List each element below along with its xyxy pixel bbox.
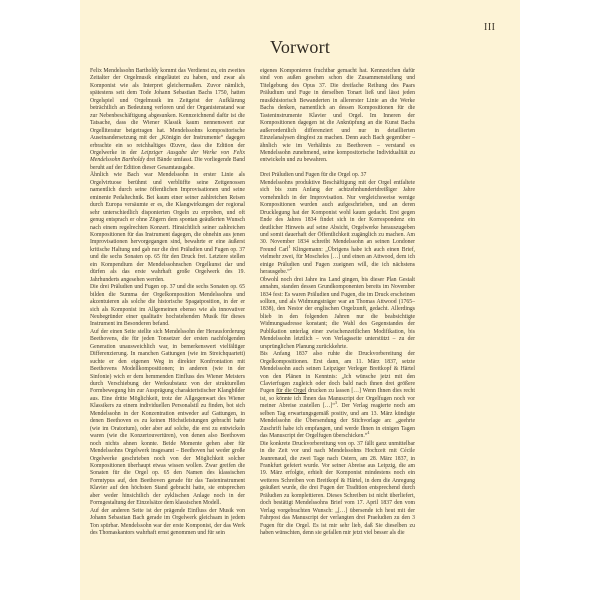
- page-number: III: [484, 22, 496, 33]
- footnote-ref: 3: [334, 400, 337, 406]
- body-paragraph: [90, 329, 245, 508]
- text-run: Die konkrete Druckvorbereitung von op. 37 fällt ganz unmittelbar in die Zeit vor und nach Mendelssohns Hochzeit mit Cécile Jeanrenaud, die zwei Tage nach Ostern, am 28. März 1837, in Frankfurt gefeiert wurde. Vor seiner Abreise aus Leipzig, die am 19. März erfolgte, erhielt der Komponist mindestens noch ein weiteres Schreiben von Breitkopf & Härtel, in dem die Anregung geäußert wurde, die drei Fugen der Tradition entsprechend durch Präludien zu komplettieren. Dieses Schreiben ist nicht überliefert, doch bestätigt Mendelssohns Brief vom 17. April 1837 den vom Verlag vorgebrachten Wunsch: „[…] übersende ich heut mit der Fahrpost das Manuscript der verlangten drei Praeludien zu den 3 Fugen für die Orgel. Es ist mir sehr lieb, daß Sie dieselben zu haben wünschten, denn sie gefallen mir jetzt viel besser als die: [260, 440, 415, 537]
- footnote-ref: 4: [367, 430, 370, 436]
- text-run: eigenes Komponieren fruchtbar gemacht hat. Kennzeichen dafür sind von außen gesehen schon die Zusammenstellung und Titelgebung des Opus 37. Die dreifache Reihung des Paars Präludium und Fuge in derselben Tonart ließ und lässt jeden musikhistorisch Bewanderten in allererster Linie an die Werke Bachs denken, namentlich an dessen Kompositionen für die Tasteninstrumente Klavier und Orgel. Im Inneren der Kompositionen dagegen ist die Anknüpfung an die Kunst Bachs außerordentlich differenziert und nur in detaillierten Einzelanalysen dingfest zu machen. Denn auch Bach gegenüber – ähnlich wie im Verhältnis zu Beethoven – verstand es Mendelssohn zunehmend, seine kompositorische Individualität zu entwickeln und zu bewahren.: [260, 68, 415, 164]
- text-run: drucken zu lassen […] Wenn Ihnen dies recht ist, so könnte ich Ihnen das Manuscript der Orgelfugen noch vor meiner Abreise zustellen […]“: [260, 388, 416, 410]
- text-run: Klingemann: „Übrigens habe ich auch einen Brief, vielmehr zwei, für Moscheles […] und einen an Attwood, dem ich einige Präludien und Fugen zueignen will, die ich nächstens herausgebe.“: [260, 246, 415, 276]
- body-paragraph: [260, 68, 415, 165]
- text-run: Die drei Präludien und Fugen op. 37 und die sechs Sonaten op. 65 bilden die Summa der Orgelkomposition Mendelssohns und akzentuieren als solche die historische Spagatposition, in der er sich als Komponist im Allgemeinen ebenso wie als innovativer Neubegründer einer qualitativ hochstehenden Musik für dieses Instrument im Besonderen befand.: [90, 284, 245, 328]
- body-paragraph: [260, 277, 415, 352]
- left-column: [90, 68, 245, 538]
- page-title: Vorwort: [269, 37, 331, 57]
- text-run: drei Bände umfasst. Die vorliegende Band beruht auf der Edition dieser Gesamtausgabe.: [90, 157, 245, 171]
- body-paragraph: [90, 172, 245, 284]
- text-run: Auf der anderen Seite ist der prägende Einfluss der Musik von Johann Sebastian Bach gerade im Orgelwerk gleichsam in jedem Ton spürbar. Mendelssohn war der erste Komponist, der das Werk des Thomaskantors wahrhaft ernst genommen und für sein: [90, 507, 245, 537]
- footnote-ref: 1: [288, 243, 291, 249]
- text-run: Mendelssohns produktive Beschäftigung mit der Orgel entfaltete sich bis zum Anfang der achtzehnhundertdreißiger Jahre vornehmlich in der Improvisation. Nur vergleichsweise wenige Kompositionen wurden auch aufgeschrieben, und an deren Drucklegung hat der Komponist wohl kaum gedacht. Erst gegen Ende des Jahres 1834 findet sich in der Korrespondenz ein deutlicher Hinweis auf seine Absicht, Orgelwerke herauszugeben und somit dauerhaft der Öffentlichkeit zugänglich zu machen. Am 30. November 1834 schreibt Mendelssohn an seinen Londoner Freund Carl: [260, 179, 415, 253]
- document-page: [80, 0, 520, 600]
- text-run: Obwohl noch drei Jahre ins Land gingen, bis dieser Plan Gestalt annahm, standen dessen Grundkomponenten bereits im November 1834 fest: Es waren Präludien und Fugen, die im Druck erscheinen sollten, und als Widmungsträger war an Thomas Attwood (1765–1838), den Nestor der englischen Orgelzunft, gedacht. Allerdings blieb in den folgenden Jahren nur die beabsichtigte Widmungsadresse konstant; die Wahl des Gegenstandes der Publikation unterlag einer zwischenzeitlichen Modifikation, bis Mendelssohn letztlich – von Verlagsseite unterstützt – zu der ursprünglichen Planung zurückkehrte.: [260, 276, 415, 350]
- text-run: . Der Verlag reagierte noch am selben Tag erwartungsgemäß positiv, und am 13. März kündigte Mendelssohn die Übersendung der Stichvorlage an: „geehrte Zuschrift habe ich empfangen, und werde Ihnen in einigen Tagen das Manuscript der Orgelfugen überschicken.“: [260, 403, 415, 440]
- body-paragraph: [260, 351, 415, 440]
- body-paragraph: [90, 68, 245, 172]
- text-run: Felix Mendelssohn Bartholdy kommt das Verdienst zu, ein zweites Zeitalter der Orgelmusik eingeläutet zu haben, und zwar als Komponist wie als Interpret gleichermaßen. Zuvor nämlich, spätestens seit dem Tode Johann Sebastian Bachs 1750, hatten Orgelspiel und Orgelmusik im Zeitgeist der Aufklärung beträchtlich an Bedeutung verloren und der Organistenstand war zur Nebenbeschäftigung abgesunken. Kennzeichnend dafür ist die Tatsache, dass die Wiener Klassik kaum nennenswert zur Orgelliteratur beigetragen hat. Mendelssohns kompositorische Auseinandersetzung mit der „Königin der Instrumente“ dagegen erbrachte ein so reichhaltiges Œuvre, dass die Edition der Orgelwerke in der: [90, 68, 245, 156]
- text-run: Auf der einen Seite stellte sich Mendelssohn der Herausforderung Beethovens, die für jeden Tonsetzer der ersten nachfolgenden Generation unausweichlich war, in bemerkenswert vielfältiger Differenzierung. In manchen Gattungen (wie im Streichquartett) suchte er den eigenen Weg in direkter Konfrontation mit Beethovens Modellkompositionen; in anderen (wie in der Sinfonie) wich er dem hemmenden Einfluss des Wiener Meisters durch Verschiebung der Werksubstanz von der strukturellen Formbewegung hin zur Ausprägung charakteristischer Klangbilder aus. Eine dritte Möglichkeit, trotz der Allgegenwart des Wiener Klassikers zu einem individuellen Personalstil zu finden, bot sich Mendelssohn in der Konzentration entweder auf Gattungen, in denen Beethoven es zu keinen Höchstleistungen gebracht hatte (wie im Oratorium), oder aber auf solche, die erst zu entwickeln waren (wie die Konzertouvertüren), von denen also Beethoven noch nichts ahnen konnte. Beide Momente gehen aber für Mendelssohns Orgelwerk insgesamt – Beethoven hat weder große Orgelwerke geschrieben noch von der Möglichkeit solcher Kompositionen überhaupt etwas wissen wollen. Zwar greifen die Sonaten für die Orgel op. 65 den Namen des klassischen Formtypus auf, den Beethoven gerade für das Tasteninstrument Klavier auf den höchsten Stand gebracht hatte, sie entsprechen aber weder hinsichtlich der zyklischen Anlage noch in der Formgestaltung der Einzelsätze dem klassischen Modell.: [90, 328, 245, 507]
- body-paragraph: [90, 284, 245, 329]
- body-paragraph: [260, 180, 415, 277]
- text-run: für die Orgel: [276, 388, 307, 395]
- body-paragraph: [90, 508, 245, 538]
- footnote-ref: 2: [289, 266, 292, 272]
- right-column: [260, 68, 415, 538]
- text-run: Leipziger Ausgabe der Werke von Felix Mendelssohn Bartholdy: [90, 149, 245, 164]
- body-paragraph: [260, 441, 415, 538]
- text-run: Bis Anfang 1837 also ruhte die Druckvorbereitung der Orgelkompositionen. Erst dann, am 11. März 1837, setzte Mendelssohn auch seinen Leipziger Verleger Breitkopf & Härtel von den Plänen in Kenntnis: „Ich wünsche jetzt mit den Clavierfugen zugleich oder doch bald nach ihnen drei größere Fugen: [260, 351, 415, 395]
- text-run: Ähnlich wie Bach war Mendelssohn in erster Linie als Orgelvirtuose berühmt und verblüffte seine Zeitgenossen namentlich durch seine öffentlichen Improvisationen und seine eminente Pedaltechnik. Bei kaum einer seiner zahlreichen Reisen durch Europa versäumte er es, die Klangwirkungen der regional sehr unterschiedlich disponierten Orgeln zu erproben, und oft genug entsprach er ohne Zögern dem spontan geäußerten Wunsch nach einem regelrechten Konzert. Hinsichtlich seiner zahlreichen Kompositionen für das Instrument dagegen, die ohnehin aus jenen Improvisationen hervorgegangen sind, bewahrte er eine äußerst kritische Haltung und gab nur die drei Präludien und Fugen op. 37 und die sechs Sonaten op. 65 für den Druck frei. Letztere stellen ein Kompendium der Mendelssohnschen Orgelkunst dar und dürfen als das erste wahrhaft große Orgelwerk des 19. Jahrhunderts angesehen werden.: [90, 172, 245, 283]
- section-heading: Drei Präludien und Fugen für die Orgel op. 37: [260, 172, 367, 179]
